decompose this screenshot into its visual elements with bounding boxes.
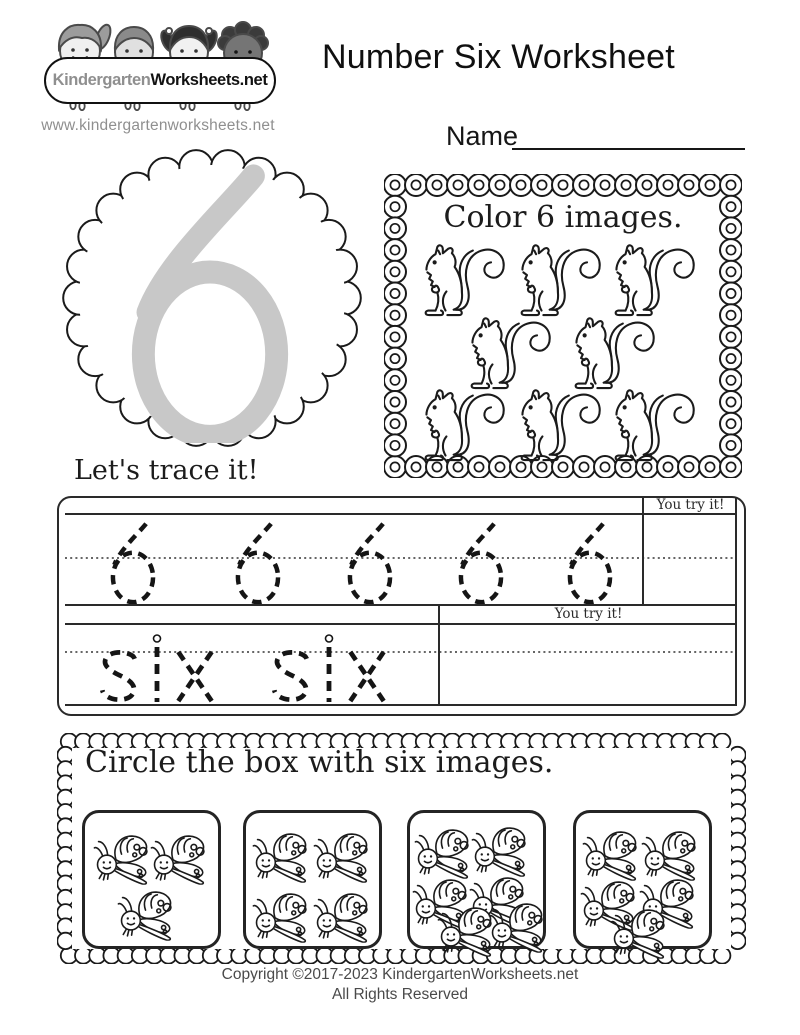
butterfly-image — [610, 907, 674, 959]
trace-letter-i-dot — [154, 635, 161, 642]
you-try-it-label-word: You try it! — [554, 606, 623, 622]
butterfly-image — [93, 833, 157, 885]
trace-letter-x — [350, 652, 383, 701]
trace-letter-s — [274, 652, 306, 699]
trace-digit-six — [461, 524, 501, 602]
trace-digit-six — [570, 524, 610, 602]
trace-letter-i-dot — [326, 635, 333, 642]
trace-digit-six — [113, 524, 153, 602]
image-box — [82, 810, 221, 949]
butterfly-image — [117, 889, 181, 941]
squirrel-image — [457, 315, 557, 393]
squirrel-image — [507, 387, 607, 465]
name-blank-line — [512, 148, 745, 150]
squirrel-image — [561, 315, 661, 393]
trace-digit-six — [238, 524, 278, 602]
logo-url: www.kindergartenworksheets.net — [41, 117, 275, 134]
logo-brand-black-text: Worksheets.net — [150, 71, 268, 89]
color-images-section — [384, 174, 742, 478]
trace-heading: Let's trace it! — [74, 455, 259, 486]
tracing-panel — [57, 496, 746, 716]
butterfly-image — [471, 825, 535, 877]
circle-images-section — [57, 733, 746, 964]
trace-letter-s — [102, 652, 134, 699]
image-box — [573, 810, 712, 949]
butterfly-image — [414, 827, 478, 879]
name-label: Name — [446, 121, 519, 151]
butterfly-image — [252, 831, 316, 883]
you-try-it-label-digits: You try it! — [656, 497, 725, 513]
number-display-badge — [57, 143, 367, 453]
butterfly-image — [641, 829, 705, 881]
butterfly-image — [313, 831, 377, 883]
butterfly-image — [150, 833, 214, 885]
butterfly-image — [252, 891, 316, 943]
trace-digit-six — [350, 524, 390, 602]
squirrel-image — [601, 387, 701, 465]
color-instruction: Color 6 images. — [443, 200, 683, 235]
rights-line: All Rights Reserved — [331, 986, 469, 1003]
circle-instruction: Circle the box with six images. — [85, 745, 554, 780]
page-title: Number Six Worksheet — [322, 38, 675, 76]
squirrel-images-area — [384, 174, 742, 478]
logo-brand-gray-text: Kindergarten — [52, 71, 151, 89]
image-box — [407, 810, 546, 949]
squirrel-image — [601, 242, 701, 320]
butterfly-image — [582, 829, 646, 881]
butterfly-image — [313, 891, 377, 943]
logo-brand-sign — [44, 57, 276, 104]
trace-letter-x — [178, 652, 211, 701]
image-box — [243, 810, 382, 949]
squirrel-image — [411, 242, 511, 320]
copyright-line: Copyright ©2017-2023 KindergartenWorksheets.net — [221, 966, 579, 983]
squirrel-image — [411, 387, 511, 465]
butterfly-image — [488, 901, 552, 953]
squirrel-image — [507, 242, 607, 320]
